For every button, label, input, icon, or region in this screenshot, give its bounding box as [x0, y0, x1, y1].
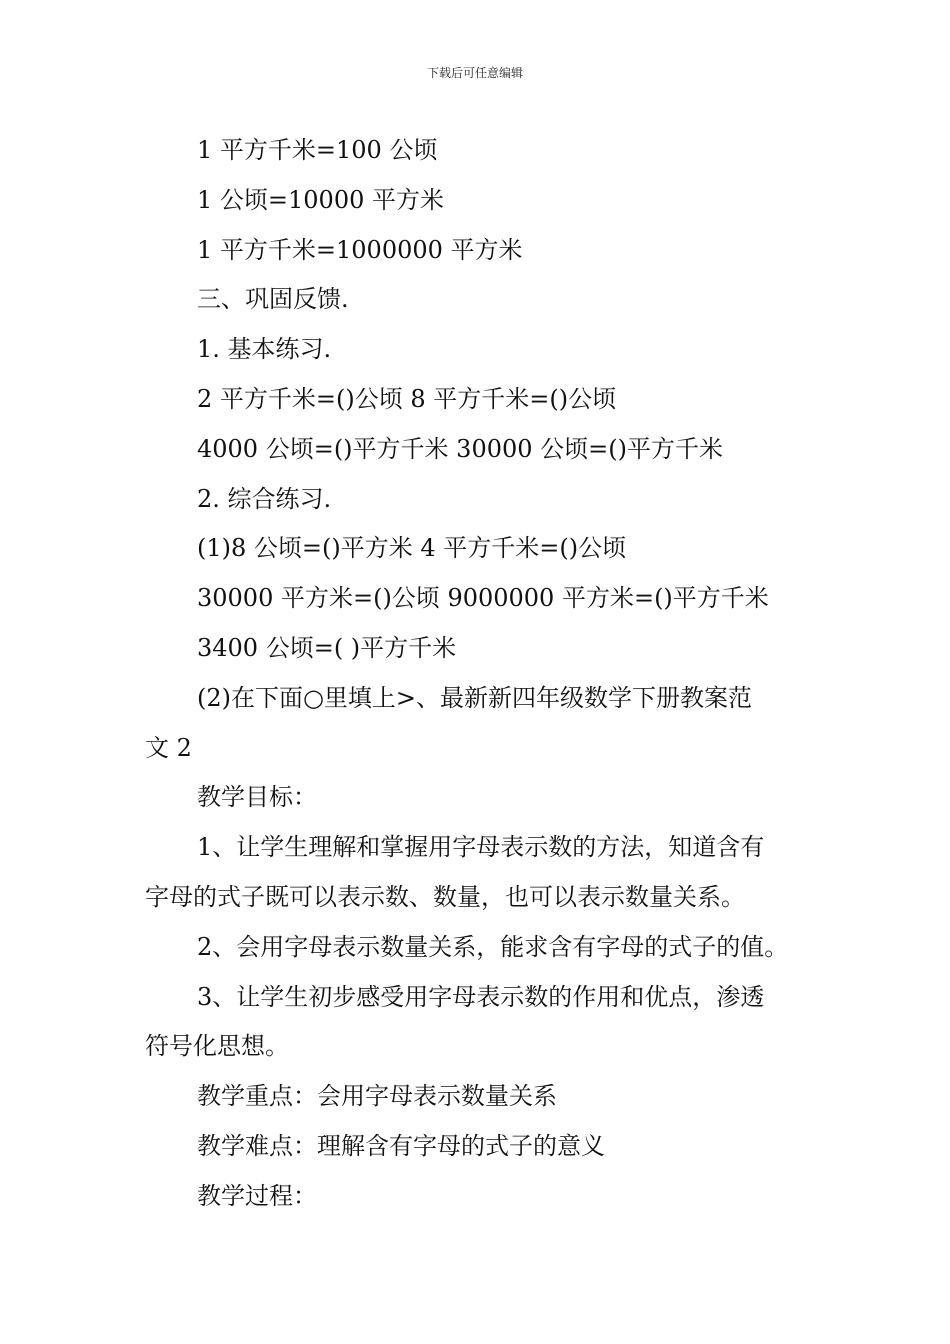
difficulty-line: 教学难点：理解含有字母的式子的意义 [197, 1131, 605, 1160]
exercise-line: (2)在下面○里填上>、最新新四年级数学下册教案范 [197, 683, 753, 712]
key-point-line: 教学重点：会用字母表示数量关系 [197, 1082, 557, 1111]
objective-line: 符号化思想。 [145, 1032, 289, 1061]
text-line: 文 2 [145, 733, 192, 762]
exercise-line: 2 平方千米=()公顷 8 平方千米=()公顷 [197, 384, 617, 413]
exercise-line: 4000 公顷=()平方千米 30000 公顷=()平方千米 [197, 434, 723, 463]
text-line: 1 公顷=10000 平方米 [197, 185, 444, 214]
text-line: 1 平方千米=100 公顷 [197, 136, 438, 164]
exercise-line: 3400 公顷=( )平方千米 [197, 633, 457, 662]
page-header: 下载后可任意编辑 [426, 66, 523, 80]
subsection-heading: 2. 综合练习. [197, 484, 332, 513]
objective-line: 1、让学生理解和掌握用字母表示数的方法，知道含有 [197, 833, 765, 862]
objective-line: 2、会用字母表示数量关系，能求含有字母的式子的值。 [197, 932, 789, 961]
objective-line: 3、让学生初步感受用字母表示数的作用和优点，渗透 [197, 982, 765, 1011]
section-heading: 教学目标： [197, 783, 317, 812]
exercise-line: (1)8 公顷=()平方米 4 平方千米=()公顷 [197, 534, 627, 563]
objective-line: 字母的式子既可以表示数、数量，也可以表示数量关系。 [145, 882, 745, 911]
document-body [145, 126, 815, 1222]
section-heading: 三、巩固反馈. [197, 285, 349, 314]
exercise-line: 30000 平方米=()公顷 9000000 平方米=()平方千米 [197, 584, 769, 613]
text-line: 1 平方千米=1000000 平方米 [197, 235, 523, 264]
subsection-heading: 1. 基本练习. [197, 335, 332, 364]
section-heading: 教学过程： [197, 1181, 317, 1210]
